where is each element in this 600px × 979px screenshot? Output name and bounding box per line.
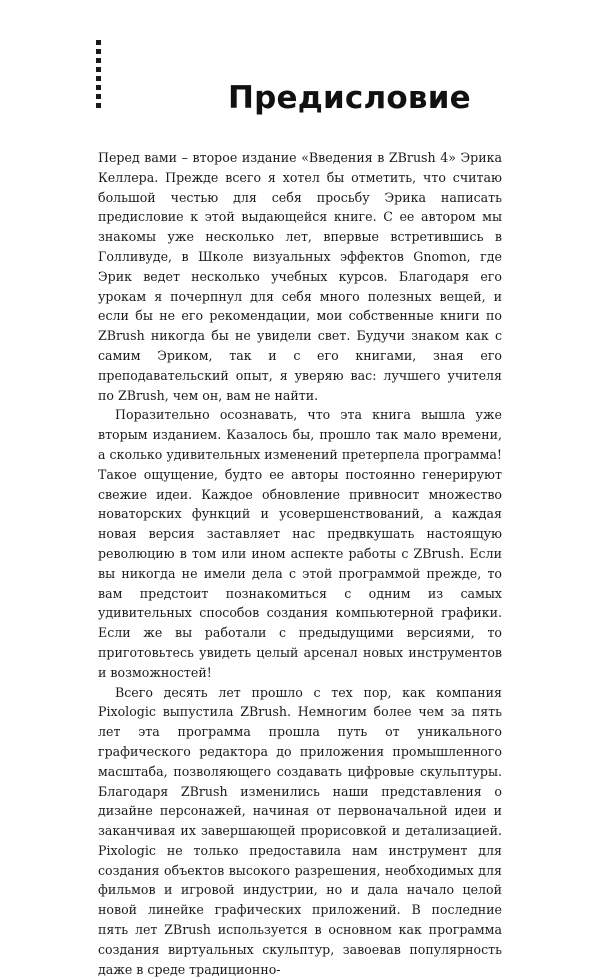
paragraph-3: Всего десять лет прошло с тех пор, как компания Pixologic выпустила ZBrush. Немногим более чем за пять лет эта программа прошла путь от уникального графического редактора до приложения промышленного масштаба, позволяющего создавать цифровые скульптуры. Благодаря ZBrush изменились наши представления о дизайне персонажей, начиная от первоначальной идеи и заканчивая их завершающей прорисовкой и детализацией. Pixologic не только предоставила нам инструмент для создания объектов высокого разрешения, необходимых для фильмов и игровой индустрии, но и дала начало целой новой линейке графических приложений. В последние пять лет ZBrush используется в основном как программа создания виртуальных скульптур, завоевав популярность даже в среде традиционно- <box>98 684 502 977</box>
paragraph-2: Поразительно осознавать, что эта книга вышла уже вторым изданием. Казалось бы, прошло так мало времени, а сколько удивительных изменений претерпела программа! Такое ощущение, будто ее авторы постоянно генерируют свежие идеи. Каждое обновление привносит множество новаторских функций и усовершенствований, а каждая новая версия заставляет нас предвкушать настоящую революцию в том или ином аспекте работы с ZBrush. Если вы никогда не имели дела с этой программой прежде, то вам предстоит познакомиться с одним из самых удивительных способов создания компьютерной графики. Если же вы работали с предыдущими версиями, то приготовьтесь увидеть целый арсенал новых инструментов и возможностей! <box>98 407 502 680</box>
chapter-dot-marker <box>96 40 101 112</box>
body-text <box>98 148 502 979</box>
chapter-title: Предисловие <box>228 80 471 116</box>
paragraph-1: Перед вами – второе издание «Введения в ZBrush 4» Эрика Келлера. Прежде всего я хотел бы отметить, что считаю большой честью для себя просьбу Эрика написать предисловие к этой выдающейся книге. С ее автором мы знакомы уже несколько лет, впервые встретившись в Голливуде, в Школе визуальных эффектов Gnomon, где Эрик ведет несколько учебных курсов. Благодаря его урокам я почерпнул для себя много полезных вещей, и если бы не его рекомендации, мои собственные книги по ZBrush никогда бы не увидели свет. Будучи знаком как с самим Эриком, так и с его книгами, зная его преподавательский опыт, я уверяю вас: лучшего учителя по ZBrush, чем он, вам не найти. <box>98 150 502 403</box>
